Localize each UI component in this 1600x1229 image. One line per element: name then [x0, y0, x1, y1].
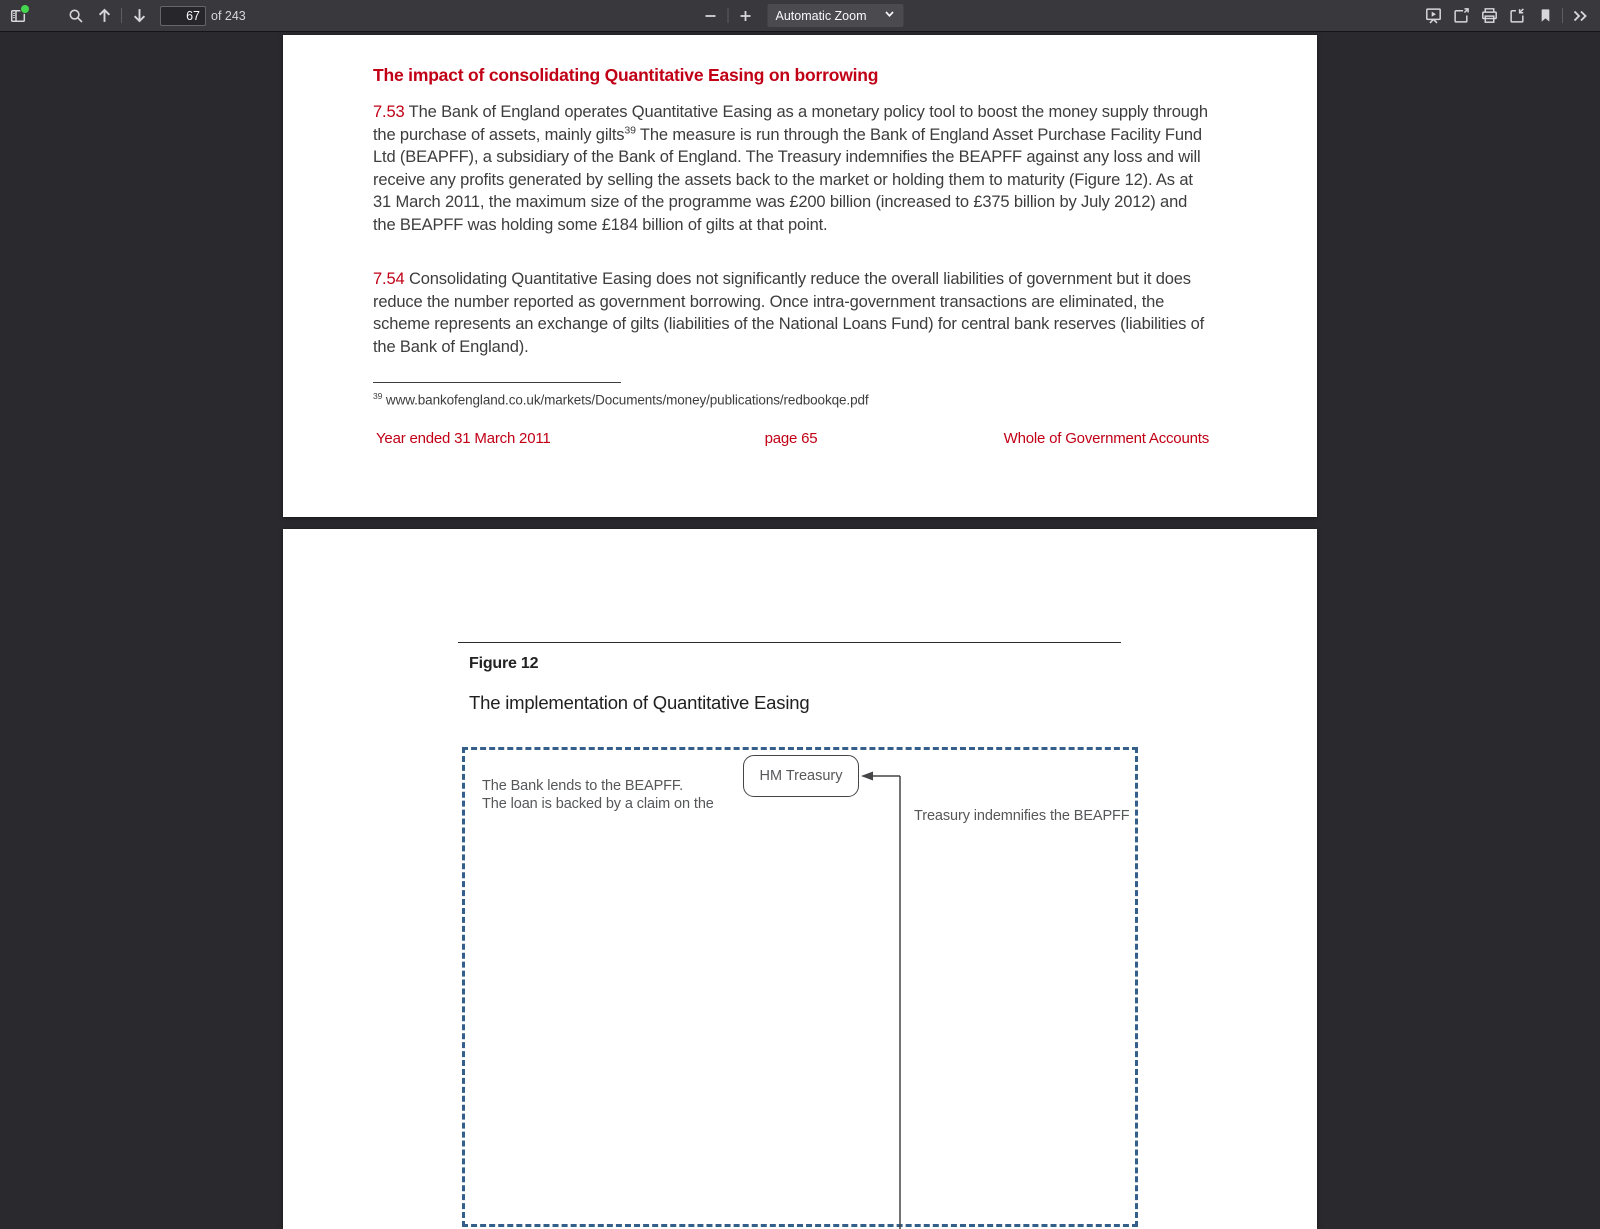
page-count-label: of 243	[211, 9, 250, 23]
pdf-page-68	[283, 529, 1317, 1229]
footer-left-label: Year ended 31 March 2011	[376, 430, 551, 447]
zoom-select[interactable]	[768, 4, 904, 27]
toolbar-left-group	[0, 0, 250, 31]
print-button[interactable]	[1475, 3, 1503, 29]
diagram-note-right	[914, 808, 1130, 826]
next-page-button[interactable]	[125, 3, 153, 29]
toolbar-center-group	[697, 0, 904, 31]
zoom-select-value: Automatic Zoom	[776, 9, 884, 23]
print-icon	[1481, 7, 1498, 24]
footnote-url: www.bankofengland.co.uk/markets/Documents/money/publications/redbookqe.pdf	[382, 393, 868, 408]
find-button[interactable]	[62, 3, 90, 29]
note-line: Treasury indemnifies the BEAPFF	[914, 808, 1130, 826]
zoom-in-button[interactable]	[732, 3, 760, 29]
presentation-icon	[1425, 7, 1442, 24]
download-icon	[1509, 7, 1526, 24]
tools-menu-button[interactable]	[1566, 3, 1594, 29]
page-number-input[interactable]	[160, 6, 206, 26]
arrow-down-icon	[131, 7, 148, 24]
page-footer	[373, 430, 1209, 450]
chevron-down-icon	[884, 8, 896, 23]
toggle-sidebar-button[interactable]	[4, 3, 32, 29]
footnote-reference: 39	[624, 124, 635, 136]
pdf-viewer-area[interactable]	[0, 33, 1600, 827]
paragraph-7-54	[373, 268, 1209, 358]
current-view-button[interactable]	[1531, 3, 1559, 29]
footnote-number: 39	[373, 391, 382, 401]
double-chevron-right-icon	[1571, 8, 1589, 24]
pdf-page-67	[283, 35, 1317, 517]
section-heading: The impact of consolidating Quantitative Easing on borrowing	[373, 65, 1213, 86]
plus-icon	[739, 9, 753, 23]
paragraph-7-53	[373, 101, 1209, 236]
arrow-up-icon	[96, 7, 113, 24]
toolbar-right-group	[1419, 0, 1600, 31]
zoom-out-button[interactable]	[697, 3, 725, 29]
figure-title: The implementation of Quantitative Easing	[469, 692, 809, 714]
notification-dot-icon	[21, 5, 29, 13]
search-icon	[68, 8, 84, 24]
bookmark-icon	[1538, 8, 1553, 23]
footnote-divider	[373, 382, 621, 383]
paragraph-number: 7.53	[373, 103, 405, 121]
download-button[interactable]	[1503, 3, 1531, 29]
open-file-button[interactable]	[1447, 3, 1475, 29]
diagram-note-left	[482, 778, 714, 813]
footer-page-label: page 65	[373, 430, 1209, 447]
paragraph-text: The Bank of England operates Quantitative Easing as a monetary policy tool to boost the money supply through the purchase of assets, mainly gilts	[373, 103, 1208, 144]
pdf-toolbar	[0, 0, 1600, 32]
note-line: The loan is backed by a claim on the	[482, 796, 714, 814]
open-file-icon	[1453, 7, 1470, 24]
paragraph-text: Consolidating Quantitative Easing does not significantly reduce the overall liabilities of government but it does reduce the number reported as government borrowing. Once intra-government transactions are eliminated, the scheme represents an exchange of gilts (liabilities of the National Loans Fund) for central bank reserves (liabilities of the Bank of England).	[373, 270, 1204, 356]
presentation-mode-button[interactable]	[1419, 3, 1447, 29]
toolbar-separator	[728, 8, 729, 23]
figure-label: Figure 12	[469, 655, 538, 673]
toolbar-separator	[121, 8, 122, 23]
hm-treasury-label: HM Treasury	[760, 768, 843, 784]
figure-top-rule	[458, 642, 1121, 643]
hm-treasury-node	[743, 755, 859, 797]
paragraph-number: 7.54	[373, 270, 405, 288]
footer-right-label: Whole of Government Accounts	[1004, 430, 1209, 447]
footnote	[373, 391, 1209, 408]
previous-page-button[interactable]	[90, 3, 118, 29]
toolbar-separator	[1562, 8, 1563, 23]
minus-icon	[704, 9, 718, 23]
note-line: The Bank lends to the BEAPFF.	[482, 778, 714, 796]
paragraph-text: The measure is run through the Bank of England Asset Purchase Facility Fund Ltd (BEAPFF), a subsidiary of the Bank of England. The Treasury indemnifies the BEAPFF against any loss and will receive any profits generated by selling the assets back to the market or holding them to maturity (Figure 12). As at 31 March 2011, the maximum size of the programme was £200 billion (increased to £375 billion by July 2012) and the BEAPFF was holding some £184 billion of gilts at that point.	[373, 126, 1202, 234]
